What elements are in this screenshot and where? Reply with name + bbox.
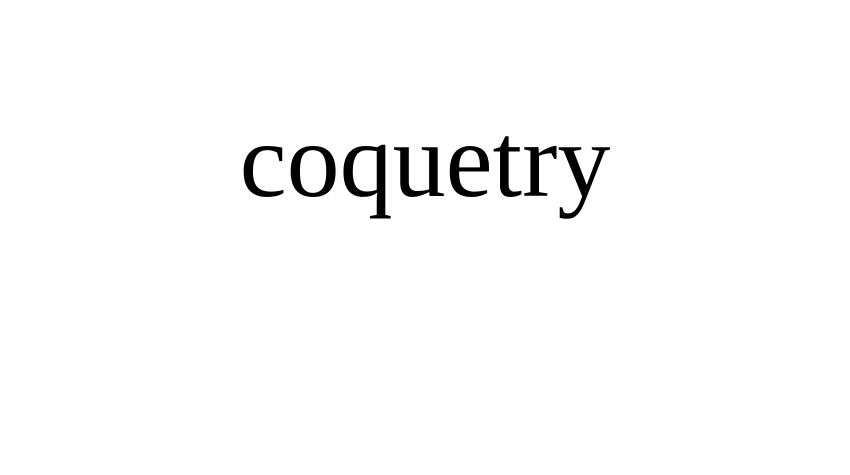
display-word: coquetry xyxy=(239,102,611,219)
